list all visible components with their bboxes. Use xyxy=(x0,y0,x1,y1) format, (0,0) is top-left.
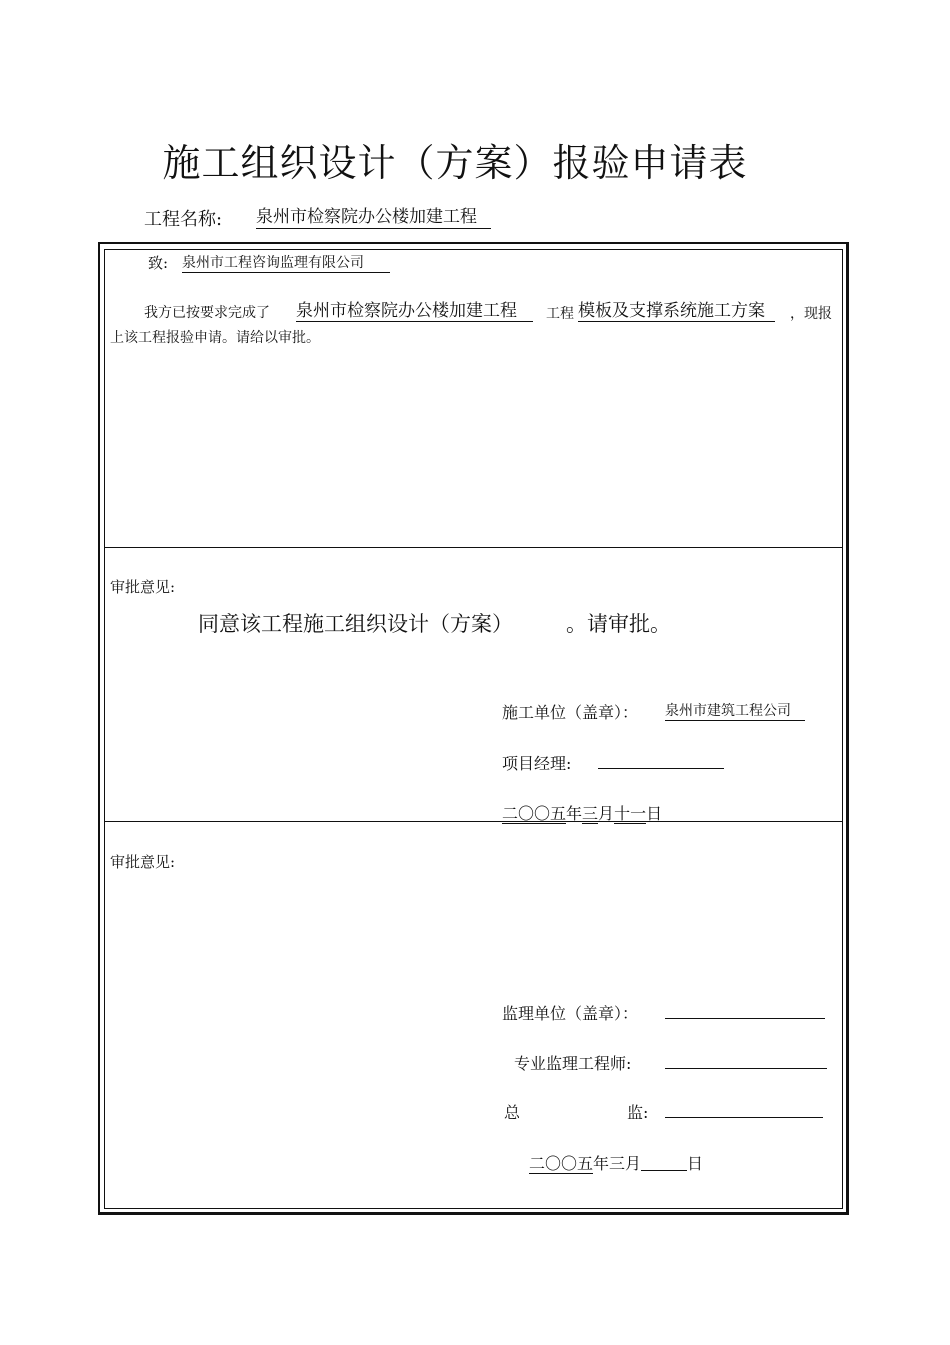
project-name-label: 工程名称: xyxy=(144,209,223,230)
specialist-engineer-label: 专业监理工程师: xyxy=(514,1054,632,1073)
date-year: 二〇〇五 xyxy=(502,804,567,823)
statement-line2: 上该工程报验申请。请给以审批。 xyxy=(110,330,320,346)
date-day-suffix: 日 xyxy=(646,804,663,823)
specialist-engineer-line xyxy=(665,1068,827,1069)
date-year-month-suffix: 年三月 xyxy=(593,1154,642,1173)
contractor-unit-value: 泉州市建筑工程公司 xyxy=(665,702,805,721)
supervisor-opinion-label: 审批意见: xyxy=(110,853,176,871)
section-divider-2 xyxy=(104,821,843,822)
project-name-value: 泉州市检察院办公楼加建工程 xyxy=(256,206,491,229)
agree-suffix: 。请审批。 xyxy=(566,612,671,636)
supervisor-date xyxy=(529,1151,703,1174)
statement-part1: 我方已按要求完成了 xyxy=(144,305,270,321)
form-inner-border xyxy=(104,249,843,1209)
section-divider-1 xyxy=(104,547,843,548)
date-day: 十一 xyxy=(614,804,647,823)
statement-part2: 工程 xyxy=(546,306,574,322)
date-year: 二〇〇五 xyxy=(529,1154,594,1173)
contractor-opinion-label: 审批意见: xyxy=(110,578,176,596)
contractor-date xyxy=(502,801,662,824)
chief-supervisor-label-1: 总 xyxy=(504,1103,521,1122)
recipient-label: 致: xyxy=(148,254,169,272)
date-month: 三 xyxy=(582,804,599,823)
supervisor-unit-line xyxy=(665,1018,825,1019)
form-title: 施工组织设计（方案）报验申请表 xyxy=(162,141,748,185)
chief-supervisor-label-2: 监: xyxy=(627,1103,649,1122)
recipient-value: 泉州市工程咨询监理有限公司 xyxy=(182,254,390,273)
contractor-unit-label: 施工单位（盖章）： xyxy=(502,703,639,722)
project-manager-signature-line xyxy=(598,768,724,769)
project-manager-label: 项目经理: xyxy=(502,754,572,773)
chief-supervisor-line xyxy=(665,1117,823,1118)
agree-text: 同意该工程施工组织设计（方案） xyxy=(198,612,513,636)
statement-plan-name: 模板及支撑系统施工方案 xyxy=(578,301,775,322)
date-month-suffix: 月 xyxy=(598,804,615,823)
date-day-suffix: 日 xyxy=(687,1154,704,1173)
statement-part3: ，现报 xyxy=(790,306,832,322)
date-year-suffix: 年 xyxy=(566,804,583,823)
date-day-blank xyxy=(641,1154,687,1171)
statement-project-name: 泉州市检察院办公楼加建工程 xyxy=(296,301,533,322)
supervisor-unit-label: 监理单位（盖章）： xyxy=(502,1004,639,1023)
